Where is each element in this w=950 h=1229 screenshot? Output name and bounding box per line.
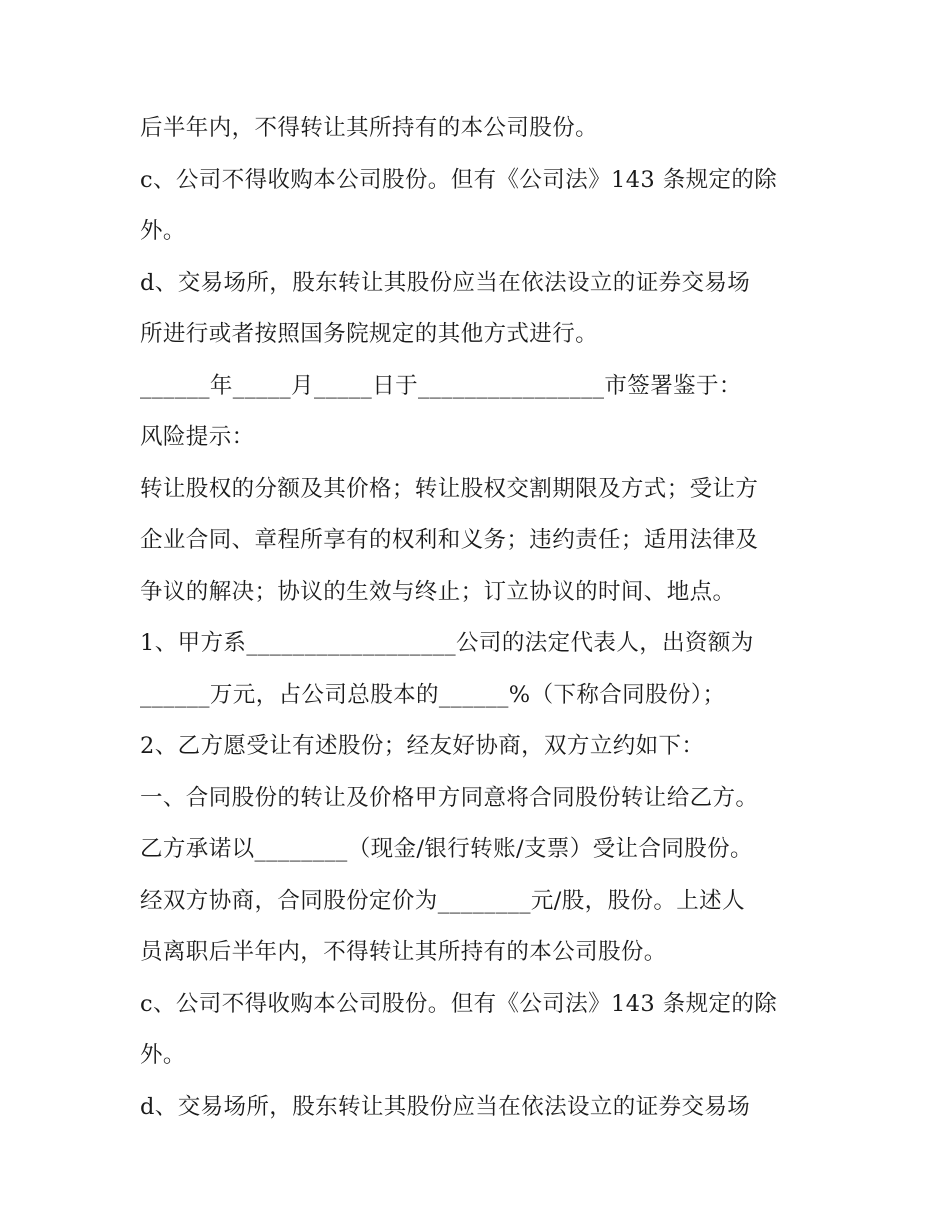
text-line: 经双方协商，合同股份定价为________元/股，股份。上述人 (140, 888, 745, 914)
text-line: 员离职后半年内，不得转让其所持有的本公司股份。 (140, 939, 667, 965)
text-line: ______万元，占公司总股本的______%（下称合同股份）； (140, 682, 726, 708)
text-line: c、公司不得收购本公司股份。但有《公司法》143 条规定的除 (140, 167, 778, 193)
text-line: 争议的解决；协议的生效与终止；订立协议的时间、地点。 (140, 579, 736, 605)
text-line: d、交易场所，股东转让其股份应当在依法设立的证券交易场 (140, 1094, 751, 1120)
text-line: d、交易场所，股东转让其股份应当在依法设立的证券交易场 (140, 270, 751, 296)
text-line: 外。 (140, 218, 186, 244)
text-line: 企业合同、章程所享有的权利和义务；违约责任；适用法律及 (140, 527, 759, 553)
text-line: 转让股权的分额及其价格；转让股权交割期限及方式；受让方 (140, 476, 759, 502)
text-line: 所进行或者按照国务院规定的其他方式进行。 (140, 321, 599, 347)
text-line: 一、合同股份的转让及价格甲方同意将合同股份转让给乙方。 (140, 785, 759, 811)
section-heading: 风险提示： (140, 424, 255, 450)
text-line: 外。 (140, 1042, 186, 1068)
text-line: 乙方承诺以________（现金/银行转账/支票）受让合同股份。 (140, 836, 753, 862)
text-line: 2、乙方愿受让有述股份；经友好协商，双方立约如下： (140, 733, 705, 759)
text-line: 1、甲方系__________________公司的法定代表人，出资额为 (140, 630, 754, 656)
text-line: c、公司不得收购本公司股份。但有《公司法》143 条规定的除 (140, 991, 778, 1017)
text-line: ______年_____月_____日于________________市签署鉴于： (140, 373, 742, 399)
text-line: 后半年内，不得转让其所持有的本公司股份。 (140, 115, 599, 141)
